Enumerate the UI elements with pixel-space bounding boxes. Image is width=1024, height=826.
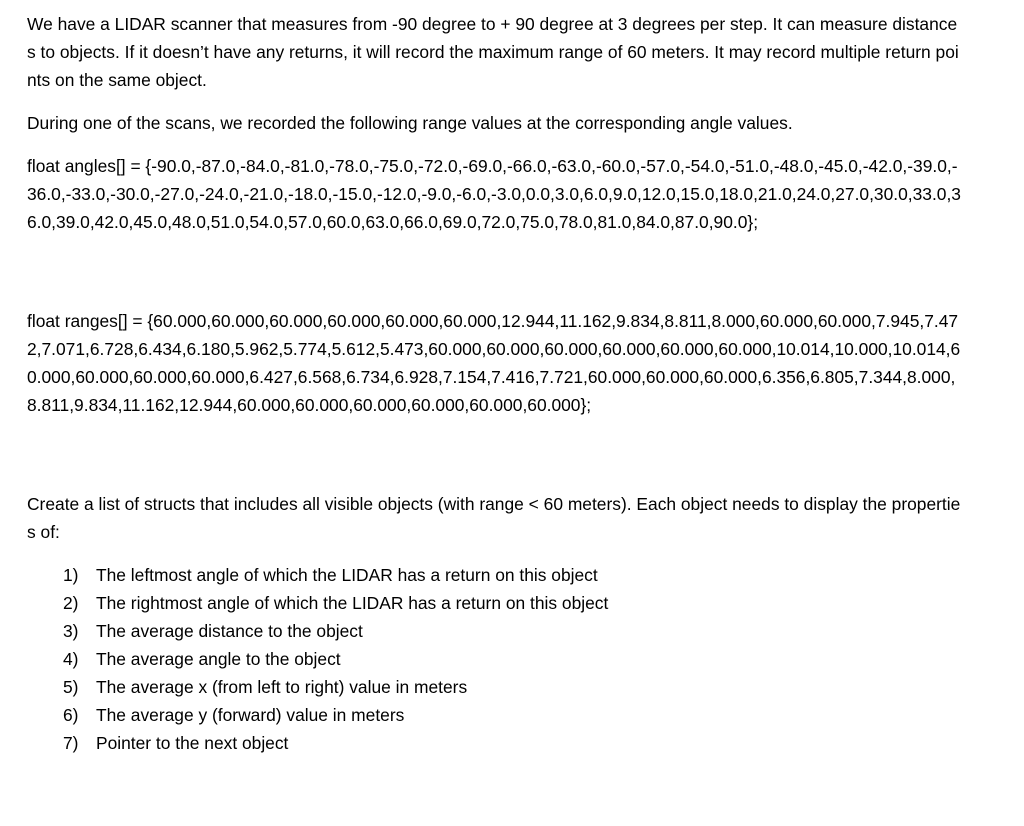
requirement-number: 2) (63, 593, 79, 613)
requirement-text: The average y (forward) value in meters (96, 705, 405, 725)
task-paragraph: Create a list of structs that includes all visible objects (with range < 60 meters). Each object needs to display the properties of: (27, 494, 961, 542)
requirement-item (63, 617, 964, 645)
requirement-item (63, 729, 964, 757)
requirement-text: Pointer to the next object (96, 733, 289, 753)
requirement-text: The average x (from left to right) value in meters (96, 677, 468, 697)
requirement-number: 5) (63, 677, 79, 697)
requirement-text: The average angle to the object (96, 649, 341, 669)
requirement-text: The average distance to the object (96, 621, 363, 641)
requirement-text: The leftmost angle of which the LIDAR has a return on this object (96, 565, 598, 585)
requirement-number: 3) (63, 621, 79, 641)
requirement-item (63, 673, 964, 701)
ranges-array-code: float ranges[] = {60.000,60.000,60.000,60.000,60.000,60.000,12.944,11.162,9.834,8.811,8.000,60.000,60.000,7.945,7.472,7.071,6.728,6.434,6.180,5.962,5.774,5.612,5.473,60.000,60.000,60.000,60.000,60.000,60.000,10.014,10.000,10.014,60.000,60.000,60.000,60.000,6.427,6.568,6.734,6.928,7.154,7.416,7.721,60.000,60.000,60.000,6.356,6.805,7.344,8.000,8.811,9.834,11.162,12.944,60.000,60.000,60.000,60.000,60.000,60.000}; (27, 311, 961, 415)
requirement-number: 1) (63, 565, 79, 585)
requirement-number: 6) (63, 705, 79, 725)
intro-paragraph: We have a LIDAR scanner that measures from -90 degree to + 90 degree at 3 degrees per step. It can measure distances to objects. If it doesn’t have any returns, it will record the maximum range of 60 meters. It may record multiple return points on the same object. (27, 14, 959, 90)
requirement-item (63, 701, 964, 729)
requirement-number: 4) (63, 649, 79, 669)
requirement-item (63, 589, 964, 617)
requirement-item (63, 645, 964, 673)
requirement-text: The rightmost angle of which the LIDAR has a return on this object (96, 593, 609, 613)
angles-array-code: float angles[] = {-90.0,-87.0,-84.0,-81.0,-78.0,-75.0,-72.0,-69.0,-66.0,-63.0,-60.0,-57.0,-54.0,-51.0,-48.0,-45.0,-42.0,-39.0,-36.0,-33.0,-30.0,-27.0,-24.0,-21.0,-18.0,-15.0,-12.0,-9.0,-6.0,-3.0,0.0,3.0,6.0,9.0,12.0,15.0,18.0,21.0,24.0,27.0,30.0,33.0,36.0,39.0,42.0,45.0,48.0,51.0,54.0,57.0,60.0,63.0,66.0,69.0,72.0,75.0,78.0,81.0,84.0,87.0,90.0}; (27, 156, 961, 232)
requirement-number: 7) (63, 733, 79, 753)
scan-description-paragraph: During one of the scans, we recorded the following range values at the corresponding angle values. (27, 113, 793, 133)
requirement-item (63, 561, 964, 589)
requirements-list (27, 561, 964, 757)
